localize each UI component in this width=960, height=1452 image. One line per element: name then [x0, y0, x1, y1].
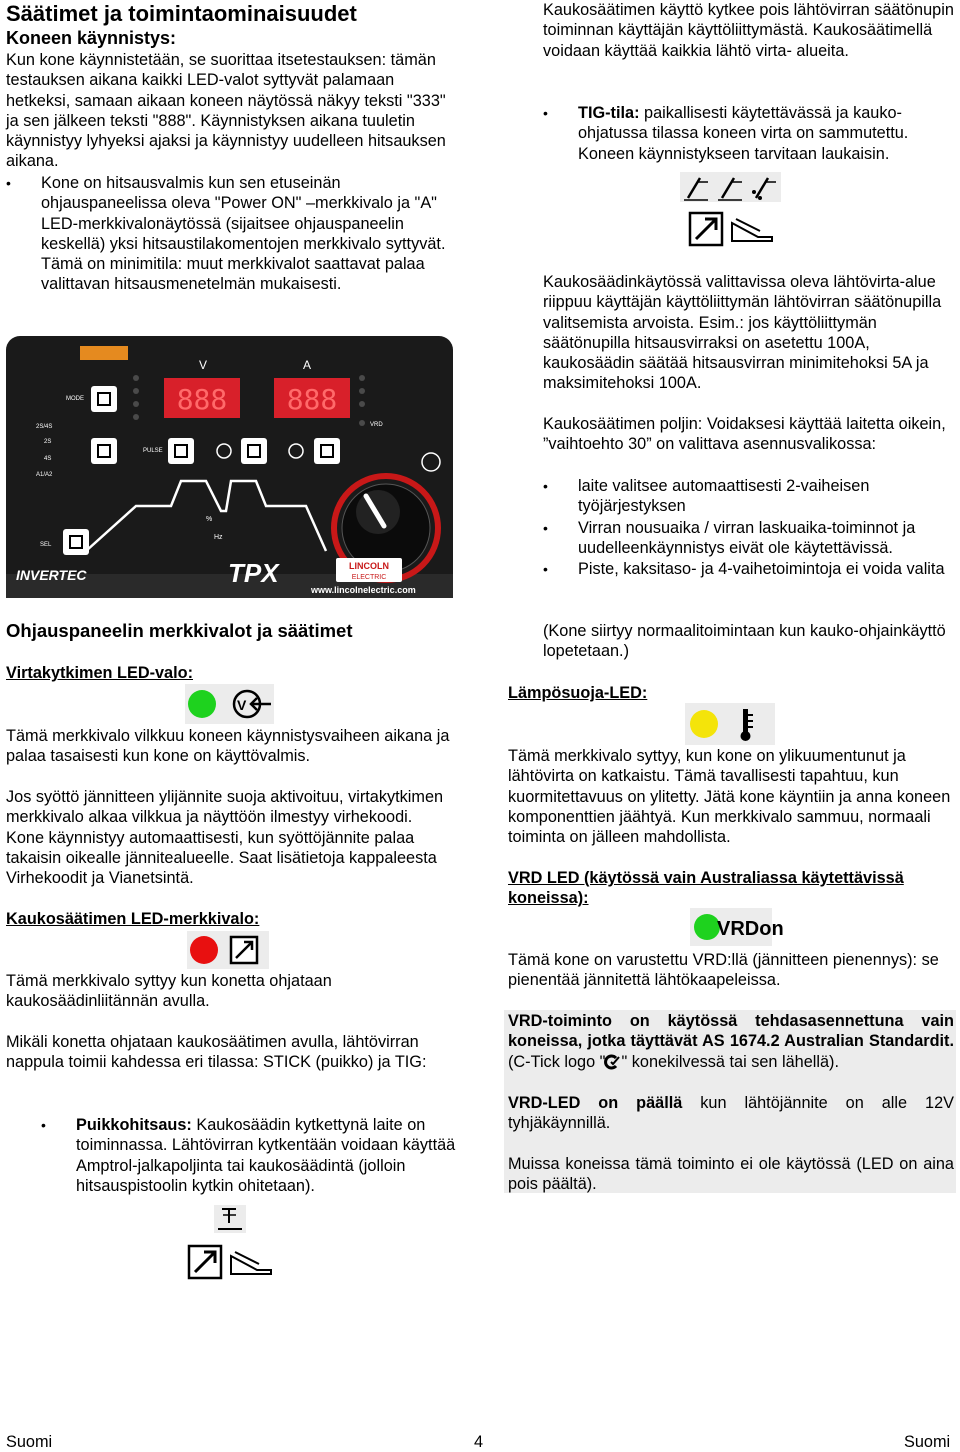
vrd-standard-para: [508, 1011, 954, 1072]
stick-remote-icons: [187, 1244, 273, 1280]
foot-pedal-icon: [732, 223, 772, 241]
red-led-icon: [190, 936, 218, 964]
thermal-led-icon-group: [685, 703, 775, 745]
svg-text:PULSE: PULSE: [143, 448, 163, 454]
green-led-icon: [188, 690, 216, 718]
return-para: (Kone siirtyy normaalitoimintaan kun kauko-ohjainkäyttö lopetetaan.): [543, 622, 946, 661]
tig-torch-icon-1: [684, 178, 708, 200]
remote-led-icon-group: [187, 931, 269, 969]
a-label: A: [303, 358, 312, 372]
tig-mode-label: TIG-tila:: [578, 104, 640, 122]
warning-icon: [80, 346, 128, 360]
vrd-led-on-para: [508, 1093, 954, 1134]
footer-right: Suomi: [904, 1433, 951, 1451]
startup-paragraph: Kun kone käynnistetään, se suorittaa itsetestauksen: tämän testauksen aikana kaikki LED-valot syttyvät palamaan hetkeksi, samaan aikaan koneen näytössä näkyy teksti "333" ja sen jälkeen teksti "888". Käynnistyksen aikana tuuletin käynnistyy lyhyeksi ajaksi ja käynnistyy uudelleen hitsauksen aikana.: [6, 51, 446, 171]
remote-range-para: Kaukosäädinkäytössä valittavissa oleva lähtövirta-alue riippuu käyttäjän käyttöliittymän lähtövirran säätönupilla valitsemista arvoista. Esim.: jos käyttöliittymän säätönupilla hitsausvirraksi on asetettu 100A, kaukosäädin säätää hitsausvirran minimitehoksi 5A ja maksimitehoksi 100A.: [543, 273, 942, 393]
thermal-led-heading: Lämpösuoja-LED:: [508, 684, 648, 702]
power-led-para-1: Tämä merkkivalo vilkkuu koneen käynnistysvaiheen aikana ja palaa tasaisesti kun kone on käyttövalmis.: [6, 727, 450, 766]
svg-text:ELECTRIC: ELECTRIC: [351, 574, 387, 581]
svg-text:SEL: SEL: [40, 542, 52, 548]
sequence-button: [91, 438, 117, 464]
tig-icon-box: [680, 172, 781, 202]
tig-torch-icons: [680, 172, 781, 202]
vrd-standard-text-2: " konekilvessä tai sen lähellä).: [621, 1052, 840, 1071]
startup-bullet-list: [6, 173, 454, 295]
vrd-led-icon-group: [690, 908, 784, 946]
svg-text:VRD: VRD: [370, 422, 383, 428]
stick-mode-bullet: [41, 1115, 456, 1196]
startup-heading: Koneen käynnistys:: [6, 28, 177, 48]
current-display-digits: 888: [286, 383, 338, 416]
vrd-led-on-text: kun lähtöjännite on alle 12V tyhjäkäynnillä.: [508, 1094, 954, 1133]
pedal-bullet-list: [543, 476, 958, 579]
control-panel-image: [6, 336, 453, 598]
stick-remote-icon-group: [187, 1244, 273, 1280]
remote-led-heading: Kaukosäätimen LED-merkkivalo:: [6, 910, 260, 928]
thermal-led-icon: [685, 703, 775, 745]
vrd-standard-bold: VRD-toiminto on käytössä tehdasasennettuna vain koneissa, jotka täyttävät AS 1674.2 Australian Standardit.: [508, 1012, 954, 1051]
pedal-bullet-2: • Virran nousuaika / virran laskuaika-toiminnot ja uudelleenkäynnistys eivät ole käytettävissä.: [543, 518, 958, 559]
page-title: Säätimet ja toimintaominaisuudet: [6, 1, 357, 26]
vrd-other-para: Muissa koneissa tämä toiminto ei ole käytössä (LED on aina pois päältä).: [508, 1155, 954, 1194]
brand-tpx: TPX: [228, 558, 279, 588]
v-label: V: [199, 358, 208, 372]
stick-mode-text: Kaukosäädin kytkettynä laite on toiminnassa. Lähtövirran kytkentään voidaan käyttää Amptrol-jalkapoljinta tai kaukosäädintä (jolloin hitsauspistoolin kytkin ohitetaan).: [76, 1116, 456, 1195]
svg-text:A1/A2: A1/A2: [36, 472, 53, 478]
power-led-icon: [185, 684, 274, 724]
tig-torch-icon-2: [718, 178, 742, 200]
mode-label: MODE: [66, 396, 84, 402]
startup-bullet: • Kone on hitsausvalmis kun sen etuseinän ohjauspaneelissa oleva "Power ON" –merkkivalo ja "A" LED-merkkivalonäytössä (sijaitsee ohjauspaneelin keskellä) yksi hitsaustilakomentojen merkkivalo syttyvät. Tämä on minimitila: muut merkkivalot saattavat palaa valittavan hitsausmenetelmän mukaisesti.: [6, 173, 454, 295]
stick-electrode-icon-box: [214, 1205, 246, 1233]
power-led-icon-group: [185, 684, 274, 724]
svg-text:2S/4S: 2S/4S: [36, 424, 53, 430]
c-tick-logo-icon: [605, 1054, 621, 1068]
foot-pedal-icon: [231, 1256, 271, 1274]
panel-url: www.lincolnelectric.com: [311, 585, 416, 595]
sel-button: [63, 529, 89, 555]
power-led-para-2: Jos syöttö jännitteen ylijännite suoja aktivoituu, virtakytkimen merkkivalo alkaa vilkkua ja näyttöön ilmestyy virhekoodi. Kone käynnistyy automaattisesti, kun syöttöjännite palaa takaisin oikealle jännitealueelle. Saat lisätietoja kappaleesta Virhekoodit ja Vianetsintä.: [6, 788, 444, 888]
vrd-led-icon: [690, 908, 784, 946]
vrd-standard-text-1: (C-Tick logo ": [508, 1052, 606, 1071]
left-arrow-button: [241, 438, 267, 464]
tig-remote-icons: [688, 211, 774, 247]
stick-electrode-icon: [214, 1205, 246, 1233]
pedal-para: Kaukosäätimen poljin: Voidaksesi käyttää laitetta oikein, ”vaihtoehto 30” on valittava asennusvalikossa:: [543, 415, 946, 454]
stick-mode-label: Puikkohitsaus:: [76, 1116, 192, 1134]
svg-text:Hz: Hz: [214, 534, 223, 541]
vrd-led-on-bold: VRD-LED on päällä: [508, 1094, 683, 1112]
footer-left: Suomi: [6, 1433, 53, 1451]
controls-heading: Ohjauspaneelin merkkivalot ja säätimet: [6, 620, 353, 641]
footer-page-number: 4: [474, 1433, 484, 1451]
remote-led-para-1: Tämä merkkivalo syttyy kun konetta ohjataan kaukosäädinliitännän avulla.: [6, 972, 332, 1011]
power-led-heading: Virtakytkimen LED-valo:: [6, 664, 193, 682]
pedal-bullet-3: • Piste, kaksitaso- ja 4-vaihetoimintoja ei voida valita: [543, 559, 958, 579]
control-panel-svg: [6, 336, 453, 598]
remote-mode-list: [41, 1115, 456, 1196]
vrd-led-heading: VRD LED (käytössä vain Australiassa käytettävissä koneissa):: [508, 869, 904, 908]
remote-led-para-2: Mikäli konetta ohjataan kaukosäätimen avulla, lähtövirran nappula toimii kahdessa eri tilassa: STICK (puikko) ja TIG:: [6, 1033, 427, 1072]
yellow-led-icon: [690, 710, 718, 738]
svg-text:%: %: [206, 516, 213, 523]
right-arrow-button: [314, 438, 340, 464]
tig-mode-list: [543, 103, 958, 164]
brand-invertec: INVERTEC: [16, 567, 87, 583]
vrd-para: Tämä kone on varustettu VRD:llä (jännitteen pienennys): se pienentää jännitettä lähtökaapeleissa.: [508, 951, 939, 990]
tig-torch-icon-3: [752, 178, 776, 200]
svg-text:V: V: [237, 697, 247, 713]
thermal-led-para: Tämä merkkivalo syttyy, kun kone on ylikuumentunut ja lähtövirta on katkaistu. Tämä tavallisesti tapahtuu, kun kuormitettavuus on ylitetty. Jätä kone käyntiin ja anna koneen komponenttien jäähtyä. Kun merkkivalo sammuu, normaali toiminta on jälleen mahdollista.: [508, 747, 951, 847]
svg-text:2S: 2S: [44, 439, 52, 445]
voltage-display-digits: 888: [176, 383, 228, 416]
pulse-button: [168, 438, 194, 464]
mode-button: [91, 386, 117, 412]
remote-led-icon: [187, 931, 269, 969]
pedal-bullet-1: • laite valitsee automaattisesti 2-vaiheisen työjärjestyksen: [543, 476, 958, 517]
svg-text:LINCOLN: LINCOLN: [349, 561, 389, 571]
vrd-on-label: VRDon: [717, 918, 784, 940]
tig-mode-text: paikallisesti käytettävässä ja kauko-ohjatussa tilassa koneen virta on sammutettu. Koneen käynnistykseen tarvitaan laukaisin.: [578, 104, 909, 163]
svg-text:4S: 4S: [44, 456, 52, 462]
tig-remote-icon-group: [688, 211, 774, 247]
tig-mode-bullet: [543, 103, 958, 164]
thermometer-icon: [741, 709, 754, 741]
remote-usage-para: Kaukosäätimen käyttö kytkee pois lähtövirran säätönupin toiminnan käyttäjän käyttöliittymästä. Kaukosäätimellä voidaan käyttää kaikkia lähtö virta- alueita.: [543, 1, 954, 60]
